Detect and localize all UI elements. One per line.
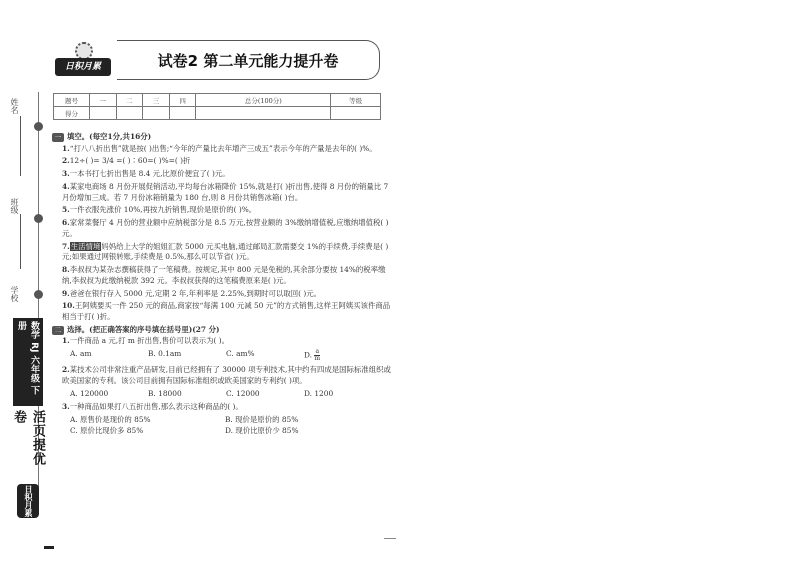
score-header-cell: 总分(100分) [196,94,331,107]
score-header-cell: 等级 [331,94,381,107]
footer-mark [384,538,396,539]
binding-hole [34,290,43,299]
book-label: 数学 RJ 六年级 下册 [13,318,43,406]
question: 7.生活情境妈妈给上大学的姐姐汇款 5000 元买电脑,通过邮局汇款需要交 1%的手续费,手续费是( )元;如果通过网银转账,手续费是 0.5%,那么可以节省( )元。 [62,241,389,262]
score-cell[interactable] [143,107,170,120]
option[interactable]: B. 18000 [148,388,182,398]
option[interactable]: A. 120000 [70,388,109,398]
page-title: 试卷2 第二单元能力提升卷 [157,51,339,70]
option[interactable]: A. 原售价是现价的 85% [70,415,151,425]
question: 2.12÷( )= 3/4 =( )∶60=( )%=( )折 [62,156,191,166]
score-value-row [54,107,381,120]
score-cell[interactable] [90,107,117,120]
logo-text: 日积月累 [55,58,111,76]
binding-strip [0,0,48,566]
score-cell[interactable] [116,107,143,120]
fraction: $\frac{a}{m}$ [314,348,321,363]
section-heading [52,132,392,143]
option[interactable]: D. $\frac{a}{m}$ [304,348,321,363]
class-label: 班级 [10,198,19,214]
question: 2.某技术公司非常注重产品研发,目前已经拥有了 30000 项专利技术,其中约有四成是国际标准组织或欧美国家的专利。该公司目前拥有国际标准组织或欧美国家的专利约( )项。 [62,365,391,385]
side-logo: 日积月累 [17,484,39,518]
binding-hole [34,214,43,223]
option[interactable]: A. am [70,349,92,359]
question: 1.“打八八折出售”就是按( )出售;“今年的产量比去年增产三成五”表示今年的产量是去年的( )%。 [62,143,377,153]
option[interactable]: C. am% [226,349,255,359]
title-box [117,40,380,80]
question: 10.王阿姨要买一件 250 元的商品,商家按“每满 100 元减 50 元”的方式销售,这样王阿姨买该件商品相当于打( )折。 [62,301,391,322]
score-table [53,93,381,120]
score-header-cell: 题号 [54,94,90,107]
option[interactable]: C. 原价比现价多 85% [70,425,144,435]
question: 6.家常菜餐厅 4 月份的营业额中应纳税部分是 8.5 万元,按营业额的 3%缴纳增值税,应缴纳增值税( )元。 [62,218,389,238]
option[interactable]: D. 1200 [304,388,334,398]
exam-content [52,130,392,440]
school-label: 学校 [10,286,19,302]
score-header-cell: 四 [169,94,196,107]
options [70,389,392,400]
score-row-label: 得分 [54,107,90,120]
name-label: 姓名 [10,98,19,114]
name-write-line [20,116,21,176]
option[interactable]: B. 0.1am [148,349,182,359]
score-header-cell: 二 [116,94,143,107]
section-number: 一 [52,133,64,142]
question: 5.一件衣服先涨价 10%,再按九折销售,现价是原价的( )%。 [62,205,257,215]
page-header [55,40,380,84]
series-name: 活页提优卷 [11,410,45,467]
score-header-row [54,94,381,107]
options [70,415,392,436]
score-cell[interactable] [196,107,331,120]
context-tag: 生活情境 [70,241,101,251]
question: 8.李叔叔为某杂志撰稿获得了一笔稿费。按规定,其中 800 元是免税的,其余部分要按 14%的税率缴纳,李叔叔为此缴纳税款 392 元。李叔叔获得的这笔稿费原来是( )元。 [62,265,386,285]
brand-logo [55,44,111,78]
question: 1.一件商品 a 元,打 m 折出售,售价可以表示为( )。 [62,336,229,346]
question: 9.爸爸在银行存入 5000 元,定期 2 年,年利率是 2.25%,到期时可以取回( )元。 [62,288,321,298]
score-header-cell: 三 [143,94,170,107]
corner-mark [44,546,54,549]
class-write-line [20,214,21,269]
option[interactable]: C. 12000 [226,388,260,398]
question: 4.某家电商场 8 月份开展促销活动,平均每台冰箱降价 15%,就是打( )折出售,使得 8 月份的销量比 7 月份增加三成。若 7 月份冰箱销量为 180 台,则 8 月份共销售冰箱( )台。 [62,181,389,202]
option[interactable]: D. 现价比原价少 85% [225,425,299,435]
section-title: 选择。(把正确答案的序号填在括号里)(27 分) [67,324,220,334]
options [70,349,392,362]
section-heading [52,325,392,336]
side-brand [11,318,45,518]
score-cell[interactable] [169,107,196,120]
question: 3.一本书打七折出售是 8.4 元,比原价便宜了( )元。 [62,169,230,179]
binding-hole [34,122,43,131]
option[interactable]: B. 现价是原价的 85% [225,415,299,425]
score-header-cell: 一 [90,94,117,107]
section-title: 填空。(每空1分,共16分) [67,132,152,141]
question: 3.一种商品如果打八五折出售,那么表示这种商品的( )。 [62,402,243,412]
section-number: 二 [52,326,64,335]
score-cell[interactable] [331,107,381,120]
